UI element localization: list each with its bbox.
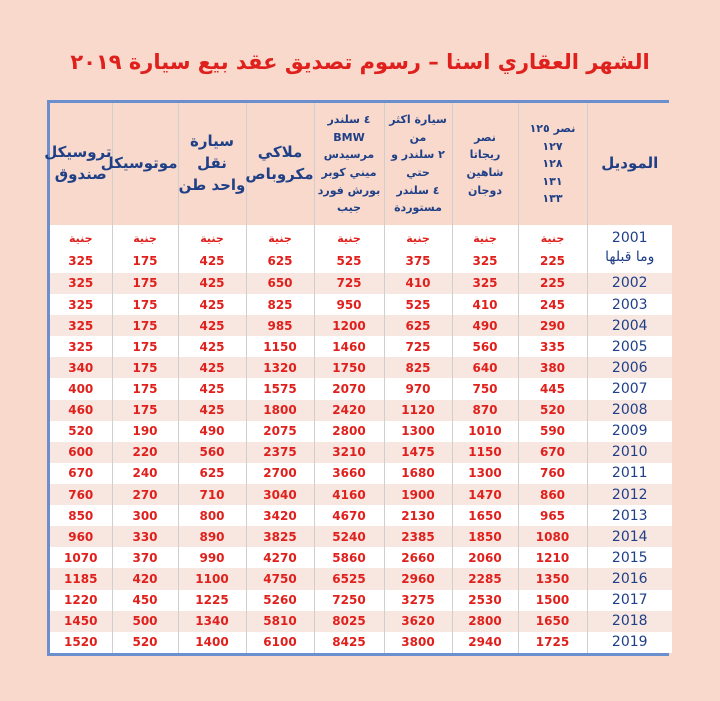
fee-cell: 425 bbox=[178, 315, 246, 336]
fee-cell: 560 bbox=[178, 442, 246, 463]
fee-cell: 725 bbox=[384, 336, 452, 357]
fee-cell: 175 bbox=[112, 336, 178, 357]
table-row bbox=[50, 378, 672, 399]
fee-cell: 650 bbox=[246, 273, 314, 294]
column-header-line: ١٣٣ bbox=[542, 192, 563, 206]
fee-cell: 3275 bbox=[384, 590, 452, 611]
fee-cell: 1800 bbox=[246, 400, 314, 421]
fee-cell: 860 bbox=[518, 484, 587, 505]
column-header-line: نصر ١٢٥ bbox=[529, 122, 576, 136]
fee-cell: 1725 bbox=[518, 632, 587, 653]
fee-value: 525 bbox=[336, 253, 362, 268]
fee-cell: 270 bbox=[112, 484, 178, 505]
fee-cell: 245 bbox=[518, 294, 587, 315]
fee-cell: 425 bbox=[178, 336, 246, 357]
fee-cell: 520 bbox=[112, 632, 178, 653]
fee-cell bbox=[518, 225, 587, 273]
fee-cell: 2420 bbox=[314, 400, 384, 421]
model-year-cell: 2007 bbox=[587, 378, 672, 399]
fee-cell: 1225 bbox=[178, 590, 246, 611]
fee-cell: 710 bbox=[178, 484, 246, 505]
fee-cell: 2385 bbox=[384, 526, 452, 547]
fee-cell: 625 bbox=[384, 315, 452, 336]
fee-value: 325 bbox=[68, 253, 94, 268]
fee-cell: 2130 bbox=[384, 505, 452, 526]
fee-cell: 1220 bbox=[50, 590, 112, 611]
fee-cell: 425 bbox=[178, 357, 246, 378]
model-year-cell: 2013 bbox=[587, 505, 672, 526]
fee-cell: 1470 bbox=[452, 484, 518, 505]
fee-cell: 1450 bbox=[50, 611, 112, 632]
fee-cell: 290 bbox=[518, 315, 587, 336]
unit-label: جنية bbox=[540, 232, 565, 245]
fee-cell: 870 bbox=[452, 400, 518, 421]
column-header-line: تروسيكل bbox=[44, 143, 112, 162]
fee-cell: 800 bbox=[178, 505, 246, 526]
fee-cell: 5260 bbox=[246, 590, 314, 611]
table-row bbox=[50, 611, 672, 632]
unit-label: جنية bbox=[337, 232, 361, 245]
fee-cell: 985 bbox=[246, 315, 314, 336]
table-row bbox=[50, 505, 672, 526]
fee-cell: 1185 bbox=[50, 568, 112, 589]
fee-cell: 1350 bbox=[518, 568, 587, 589]
column-header-line: ريجاتا bbox=[469, 148, 501, 162]
fee-cell: 525 bbox=[384, 294, 452, 315]
fee-cell: 380 bbox=[518, 357, 587, 378]
model-year-cell: 2011 bbox=[587, 463, 672, 484]
fee-cell: 1400 bbox=[178, 632, 246, 653]
fee-cell: 990 bbox=[178, 547, 246, 568]
fee-cell: 970 bbox=[384, 378, 452, 399]
fee-cell: 760 bbox=[50, 484, 112, 505]
fee-cell: 1650 bbox=[452, 505, 518, 526]
fee-cell: 1120 bbox=[384, 400, 452, 421]
fee-cell: 1900 bbox=[384, 484, 452, 505]
column-header-line: ١٢٨ bbox=[542, 157, 563, 171]
column-header-line: BMW bbox=[333, 130, 365, 144]
fee-cell: 1340 bbox=[178, 611, 246, 632]
column-header-line: موتوسيكل bbox=[100, 154, 178, 173]
fee-cell: 3210 bbox=[314, 442, 384, 463]
fee-value: 375 bbox=[405, 253, 431, 268]
fee-cell: 3620 bbox=[384, 611, 452, 632]
column-header-line: مستوردة bbox=[394, 201, 442, 215]
fee-cell: 330 bbox=[112, 526, 178, 547]
fee-cell: 220 bbox=[112, 442, 178, 463]
table-row bbox=[50, 273, 672, 294]
column-header bbox=[100, 103, 178, 225]
fee-cell: 1475 bbox=[384, 442, 452, 463]
column-header-line: ٤ سلندر bbox=[327, 113, 371, 127]
fee-cell: 520 bbox=[50, 421, 112, 442]
fee-cell: 490 bbox=[452, 315, 518, 336]
column-header-line: من bbox=[409, 130, 427, 144]
fee-cell: 960 bbox=[50, 526, 112, 547]
fee-cell: 890 bbox=[178, 526, 246, 547]
column-header-line: نقل bbox=[197, 154, 227, 173]
fee-cell: 4270 bbox=[246, 547, 314, 568]
fee-cell: 425 bbox=[178, 378, 246, 399]
fee-cell: 640 bbox=[452, 357, 518, 378]
column-header bbox=[246, 103, 314, 225]
model-year-cell: 2009 bbox=[587, 421, 672, 442]
unit-label: جنية bbox=[133, 232, 157, 245]
fee-cell: 670 bbox=[50, 463, 112, 484]
fee-value: 325 bbox=[472, 253, 498, 268]
fee-cell: 1080 bbox=[518, 526, 587, 547]
model-year-cell: 2017 bbox=[587, 590, 672, 611]
column-header-line: ٢ سلندر و bbox=[391, 148, 445, 162]
fee-cell: 3800 bbox=[384, 632, 452, 653]
fee-cell: 425 bbox=[178, 273, 246, 294]
table-row bbox=[50, 484, 672, 505]
fee-cell: 175 bbox=[112, 357, 178, 378]
fee-cell: 8025 bbox=[314, 611, 384, 632]
model-year-cell: 2018 bbox=[587, 611, 672, 632]
fee-cell: 1150 bbox=[452, 442, 518, 463]
fee-value: 225 bbox=[539, 253, 566, 268]
model-year-cell: 2015 bbox=[587, 547, 672, 568]
fees-table-frame bbox=[44, 100, 669, 656]
fee-cell: 225 bbox=[518, 273, 587, 294]
fee-cell: 520 bbox=[518, 400, 587, 421]
column-header bbox=[314, 103, 384, 225]
fee-cell: 325 bbox=[50, 336, 112, 357]
model-year-cell: 2003 bbox=[587, 294, 672, 315]
fee-cell: 340 bbox=[50, 357, 112, 378]
model-year-cell: 2019 bbox=[587, 632, 672, 653]
table-row bbox=[50, 336, 672, 357]
fee-cell: 175 bbox=[112, 273, 178, 294]
fee-cell: 1460 bbox=[314, 336, 384, 357]
column-header-line: مرسيدس bbox=[323, 148, 375, 162]
fee-cell: 325 bbox=[452, 273, 518, 294]
model-year-cell: 2010 bbox=[587, 442, 672, 463]
fee-cell: 445 bbox=[518, 378, 587, 399]
model-year-cell: 2005 bbox=[587, 336, 672, 357]
model-year-line: 2001 bbox=[611, 230, 648, 246]
column-header-line: ١٢٧ bbox=[542, 139, 563, 153]
column-header bbox=[518, 103, 587, 225]
fee-cell: 3040 bbox=[246, 484, 314, 505]
fee-cell bbox=[178, 225, 246, 273]
fee-cell: 175 bbox=[112, 378, 178, 399]
fee-cell: 2070 bbox=[314, 378, 384, 399]
fee-cell: 1300 bbox=[452, 463, 518, 484]
column-header-line: نصر bbox=[474, 130, 496, 144]
fee-cell: 175 bbox=[112, 294, 178, 315]
fee-cell: 1200 bbox=[314, 315, 384, 336]
fee-cell: 750 bbox=[452, 378, 518, 399]
model-year-cell: 2012 bbox=[587, 484, 672, 505]
fee-cell: 425 bbox=[178, 294, 246, 315]
fee-cell: 490 bbox=[178, 421, 246, 442]
table-row bbox=[50, 526, 672, 547]
fee-cell: 1650 bbox=[518, 611, 587, 632]
fee-cell: 325 bbox=[50, 273, 112, 294]
fee-cell: 6525 bbox=[314, 568, 384, 589]
fee-cell: 4160 bbox=[314, 484, 384, 505]
fee-cell: 3825 bbox=[246, 526, 314, 547]
model-year-cell: 2004 bbox=[587, 315, 672, 336]
table-row bbox=[50, 315, 672, 336]
column-header bbox=[587, 103, 672, 225]
fee-cell: 370 bbox=[112, 547, 178, 568]
fee-cell: 450 bbox=[112, 590, 178, 611]
fee-value: 425 bbox=[199, 253, 225, 268]
fee-cell: 240 bbox=[112, 463, 178, 484]
table-row bbox=[50, 294, 672, 315]
fee-cell: 7250 bbox=[314, 590, 384, 611]
fee-cell: 2075 bbox=[246, 421, 314, 442]
fee-cell: 1850 bbox=[452, 526, 518, 547]
fee-cell: 2375 bbox=[246, 442, 314, 463]
model-year-cell bbox=[587, 225, 672, 273]
table-row bbox=[50, 568, 672, 589]
fee-cell: 5860 bbox=[314, 547, 384, 568]
fee-cell: 175 bbox=[112, 315, 178, 336]
fee-cell: 2530 bbox=[452, 590, 518, 611]
fee-cell: 1100 bbox=[178, 568, 246, 589]
fee-cell: 1300 bbox=[384, 421, 452, 442]
fee-cell: 1750 bbox=[314, 357, 384, 378]
fee-cell: 8425 bbox=[314, 632, 384, 653]
fee-cell: 1575 bbox=[246, 378, 314, 399]
fee-cell: 425 bbox=[178, 400, 246, 421]
model-year-cell: 2008 bbox=[587, 400, 672, 421]
fee-cell: 600 bbox=[50, 442, 112, 463]
page-title: الشهر العقاري اسنا – رسوم تصديق عقد بيع سيارة ٢٠١٩ bbox=[70, 50, 650, 74]
fee-cell bbox=[452, 225, 518, 273]
fee-cell: 420 bbox=[112, 568, 178, 589]
fees-table bbox=[44, 103, 672, 653]
fee-cell: 5240 bbox=[314, 526, 384, 547]
fee-cell: 590 bbox=[518, 421, 587, 442]
table-row bbox=[50, 357, 672, 378]
fee-cell: 1070 bbox=[50, 547, 112, 568]
column-header-line: الموديل bbox=[601, 154, 659, 173]
table-row bbox=[50, 442, 672, 463]
column-header-line: بورش فورد bbox=[317, 183, 381, 197]
table-row bbox=[50, 547, 672, 568]
fee-value: 625 bbox=[267, 253, 293, 268]
column-header-line: سيارة اكثر bbox=[389, 113, 447, 127]
table-row bbox=[50, 590, 672, 611]
column-header-line: ملاكي bbox=[257, 143, 303, 162]
fee-cell: 2285 bbox=[452, 568, 518, 589]
unit-label: جنية bbox=[200, 232, 224, 245]
fee-cell: 2800 bbox=[452, 611, 518, 632]
fee-cell: 560 bbox=[452, 336, 518, 357]
fee-cell: 1520 bbox=[50, 632, 112, 653]
fee-cell: 4750 bbox=[246, 568, 314, 589]
fee-cell: 5810 bbox=[246, 611, 314, 632]
table-row bbox=[50, 421, 672, 442]
column-header bbox=[44, 103, 112, 225]
fee-cell: 500 bbox=[112, 611, 178, 632]
fee-cell: 1150 bbox=[246, 336, 314, 357]
column-header bbox=[178, 103, 246, 225]
fee-cell: 1210 bbox=[518, 547, 587, 568]
fee-cell bbox=[246, 225, 314, 273]
fee-cell bbox=[112, 225, 178, 273]
fee-cell: 410 bbox=[452, 294, 518, 315]
column-header-line: واحد طن bbox=[178, 175, 246, 194]
column-header-line: شاهين bbox=[466, 166, 504, 179]
fee-cell: 1500 bbox=[518, 590, 587, 611]
fee-cell: 1320 bbox=[246, 357, 314, 378]
fee-cell: 325 bbox=[50, 315, 112, 336]
fee-cell: 625 bbox=[178, 463, 246, 484]
fee-cell: 850 bbox=[50, 505, 112, 526]
unit-label: جنية bbox=[473, 232, 497, 245]
fee-cell bbox=[314, 225, 384, 273]
fee-cell: 335 bbox=[518, 336, 587, 357]
fee-cell: 2060 bbox=[452, 547, 518, 568]
fee-cell: 2800 bbox=[314, 421, 384, 442]
fee-cell: 670 bbox=[518, 442, 587, 463]
column-header-line: ٤ سلندر bbox=[396, 183, 440, 197]
fee-cell: 2700 bbox=[246, 463, 314, 484]
column-header-line: دوجان bbox=[468, 183, 502, 197]
table-row bbox=[50, 400, 672, 421]
column-header-line: سيارة bbox=[190, 132, 234, 151]
fee-cell bbox=[384, 225, 452, 273]
table-row bbox=[50, 632, 672, 653]
column-header bbox=[452, 103, 518, 225]
fee-cell: 410 bbox=[384, 273, 452, 294]
fee-cell: 950 bbox=[314, 294, 384, 315]
fee-cell: 825 bbox=[384, 357, 452, 378]
unit-label: جنية bbox=[268, 232, 292, 245]
fee-cell: 1010 bbox=[452, 421, 518, 442]
fee-cell bbox=[50, 225, 112, 273]
fee-cell: 825 bbox=[246, 294, 314, 315]
column-header-line: صندوق bbox=[54, 165, 107, 183]
fee-cell: 400 bbox=[50, 378, 112, 399]
fee-cell: 300 bbox=[112, 505, 178, 526]
fee-cell: 325 bbox=[50, 294, 112, 315]
fee-cell: 760 bbox=[518, 463, 587, 484]
fee-cell: 6100 bbox=[246, 632, 314, 653]
header-row bbox=[50, 103, 672, 225]
fee-cell: 3660 bbox=[314, 463, 384, 484]
fee-cell: 190 bbox=[112, 421, 178, 442]
model-year-cell: 2016 bbox=[587, 568, 672, 589]
model-year-line: وما قبلها bbox=[605, 248, 655, 265]
fee-cell: 1680 bbox=[384, 463, 452, 484]
fee-cell: 2660 bbox=[384, 547, 452, 568]
table-row bbox=[50, 463, 672, 484]
fee-cell: 3420 bbox=[246, 505, 314, 526]
fee-cell: 175 bbox=[112, 400, 178, 421]
fee-cell: 460 bbox=[50, 400, 112, 421]
fee-cell: 725 bbox=[314, 273, 384, 294]
fee-cell: 965 bbox=[518, 505, 587, 526]
column-header-line: ميني كوبر bbox=[321, 166, 377, 179]
model-year-cell: 2014 bbox=[587, 526, 672, 547]
unit-label: جنية bbox=[406, 232, 430, 245]
column-header-line: ١٣١ bbox=[542, 174, 563, 188]
fee-cell: 2960 bbox=[384, 568, 452, 589]
model-year-cell: 2006 bbox=[587, 357, 672, 378]
unit-label: جنية bbox=[68, 232, 93, 245]
column-header-line: جيب bbox=[336, 201, 362, 215]
column-header-line: مكروباص bbox=[245, 165, 314, 183]
table-row-2001 bbox=[50, 225, 672, 273]
fee-cell: 2940 bbox=[452, 632, 518, 653]
column-header bbox=[384, 103, 452, 225]
fee-cell: 4670 bbox=[314, 505, 384, 526]
model-year-cell: 2002 bbox=[587, 273, 672, 294]
column-header-line: حتي bbox=[406, 166, 430, 179]
table-body bbox=[50, 225, 672, 653]
fee-value: 175 bbox=[132, 253, 158, 268]
